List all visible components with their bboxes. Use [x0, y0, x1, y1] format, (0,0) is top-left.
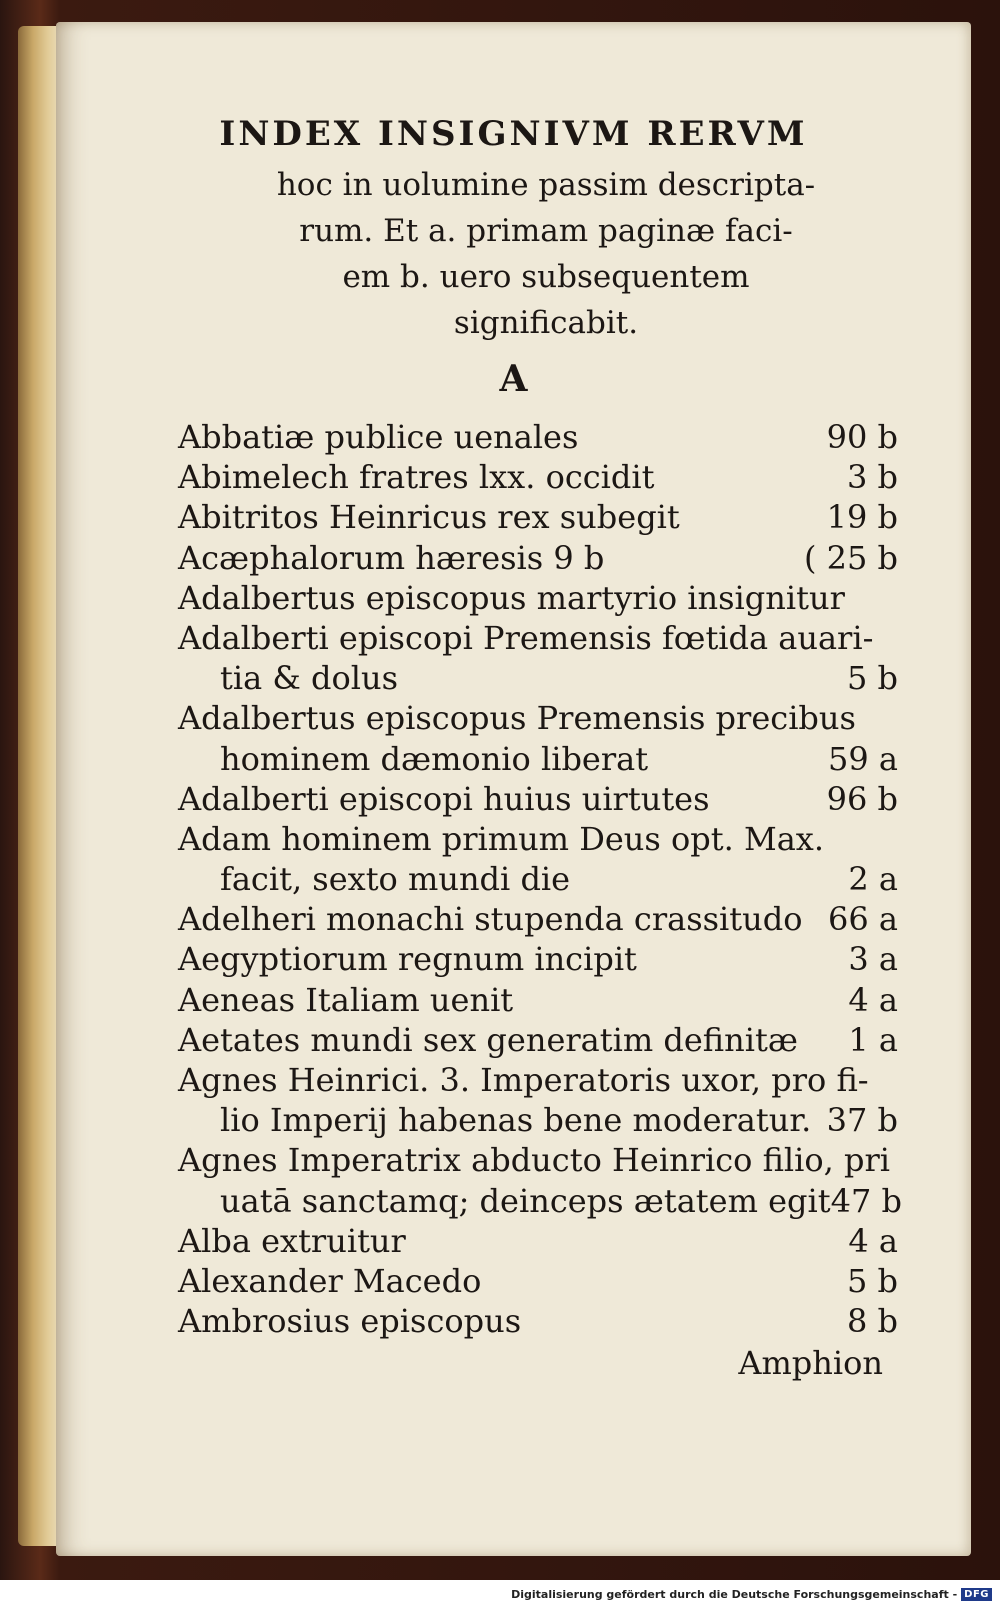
entry-page-ref: ( 25 b: [803, 538, 898, 577]
subtitle-line: em b. uero subsequentem: [342, 259, 750, 295]
entry-page-ref: 47 b: [830, 1181, 902, 1220]
entry-text: Abimelech fratres lxx. occidit: [178, 458, 655, 497]
entry-page-ref: 2 a: [848, 860, 898, 899]
index-subtitle: [271, 162, 821, 346]
entry-text: Aeneas Italiam uenit: [178, 980, 514, 1019]
digitization-footer: [0, 1580, 1000, 1609]
dfg-logo: DFG: [961, 1588, 992, 1601]
entry-page-ref: 3 a: [848, 940, 898, 979]
index-entry: [178, 939, 898, 979]
entry-page-ref: 8 b: [846, 1302, 898, 1341]
catchword: Amphion: [738, 1344, 883, 1382]
entry-text: Adelheri monachi stupenda crassitudo: [178, 900, 803, 939]
index-entry-continuation: [178, 658, 898, 698]
entry-text: Agnes Heinrici. 3. Imperatoris uxor, pro fi-: [178, 1061, 869, 1099]
book-page: [56, 22, 971, 1556]
entry-text: hominem dæmonio liberat: [220, 739, 649, 778]
entry-text: Abitritos Heinricus rex subegit: [178, 498, 680, 537]
index-entry: [178, 698, 898, 738]
entry-page-ref: 37 b: [826, 1101, 898, 1140]
entry-text: facit, sexto mundi die: [220, 860, 571, 899]
footer-credit: Digitalisierung gefördert durch die Deutsche Forschungsgemeinschaft -: [511, 1588, 958, 1601]
subtitle-line: significabit.: [453, 305, 639, 341]
entry-text: Acæphalorum hæresis 9 b: [178, 538, 605, 577]
index-entry: [178, 538, 898, 578]
index-entry: [178, 779, 898, 819]
entry-text: Adalbertus episcopus Premensis precibus: [178, 699, 856, 738]
index-title: INDEX INSIGNIVM RERVM: [219, 114, 808, 154]
entry-page-ref: 5 b: [846, 1261, 898, 1300]
entry-page-ref: 4 a: [848, 1221, 898, 1260]
index-entry: [178, 1140, 898, 1180]
index-entry: [178, 980, 898, 1020]
entry-page-ref: 59 a: [828, 739, 898, 778]
index-entry-continuation: [178, 739, 898, 779]
index-entry: [178, 497, 898, 537]
entry-page-ref: 66 a: [828, 900, 898, 939]
index-entry: [178, 1060, 898, 1100]
index-entries: [178, 417, 902, 1341]
entry-text: Aetates mundi sex generatim definitæ: [178, 1020, 798, 1059]
entry-text: lio Imperij habenas bene moderatur.: [220, 1101, 812, 1140]
entry-text: Alba extruitur: [178, 1221, 406, 1260]
index-entry: [178, 1301, 898, 1341]
index-entry: [178, 1221, 898, 1261]
entry-text: Adalbertus episcopus martyrio insignitur: [178, 578, 845, 617]
index-entry: [178, 417, 898, 457]
entry-text: Abbatiæ publice uenales: [178, 418, 579, 456]
entry-text: Adalberti episcopi Premensis fœtida auari-: [178, 618, 874, 657]
index-entry-continuation: [178, 1100, 898, 1140]
entry-page-ref: 4 a: [848, 980, 898, 1019]
entry-page-ref: 19 b: [826, 498, 898, 537]
entry-page-ref: 96 b: [826, 779, 898, 818]
subtitle-line: hoc in uolumine passim descripta-: [276, 167, 816, 203]
entry-text: Aegyptiorum regnum incipit: [178, 940, 637, 979]
entry-text: Agnes Imperatrix abducto Heinrico filio, pri: [178, 1141, 891, 1180]
entry-page-ref: 5 b: [846, 659, 898, 698]
index-entry-continuation: [178, 859, 898, 899]
index-entry: [178, 819, 898, 859]
entry-text: Ambrosius episcopus: [178, 1302, 522, 1341]
index-entry: [178, 457, 898, 497]
index-entry: [178, 618, 898, 658]
index-entry: [178, 899, 898, 939]
entry-page-ref: 1 a: [848, 1020, 898, 1059]
subtitle-line: rum. Et a. primam paginæ faci-: [299, 213, 793, 249]
index-entry: [178, 1020, 898, 1060]
section-letter: A: [499, 358, 528, 400]
entry-text: tia & dolus: [220, 659, 399, 698]
index-entry-continuation: [178, 1181, 902, 1221]
entry-text: uatā sanctamq; deinceps ætatem egit: [220, 1181, 831, 1220]
entry-text: Adam hominem primum Deus opt. Max.: [178, 819, 824, 858]
entry-page-ref: 90 b: [826, 418, 898, 456]
entry-text: Adalberti episcopi huius uirtutes: [178, 779, 710, 818]
index-entry: [178, 578, 898, 618]
entry-page-ref: 3 b: [846, 458, 898, 497]
entry-text: Alexander Macedo: [178, 1261, 482, 1300]
index-entry: [178, 1261, 898, 1301]
